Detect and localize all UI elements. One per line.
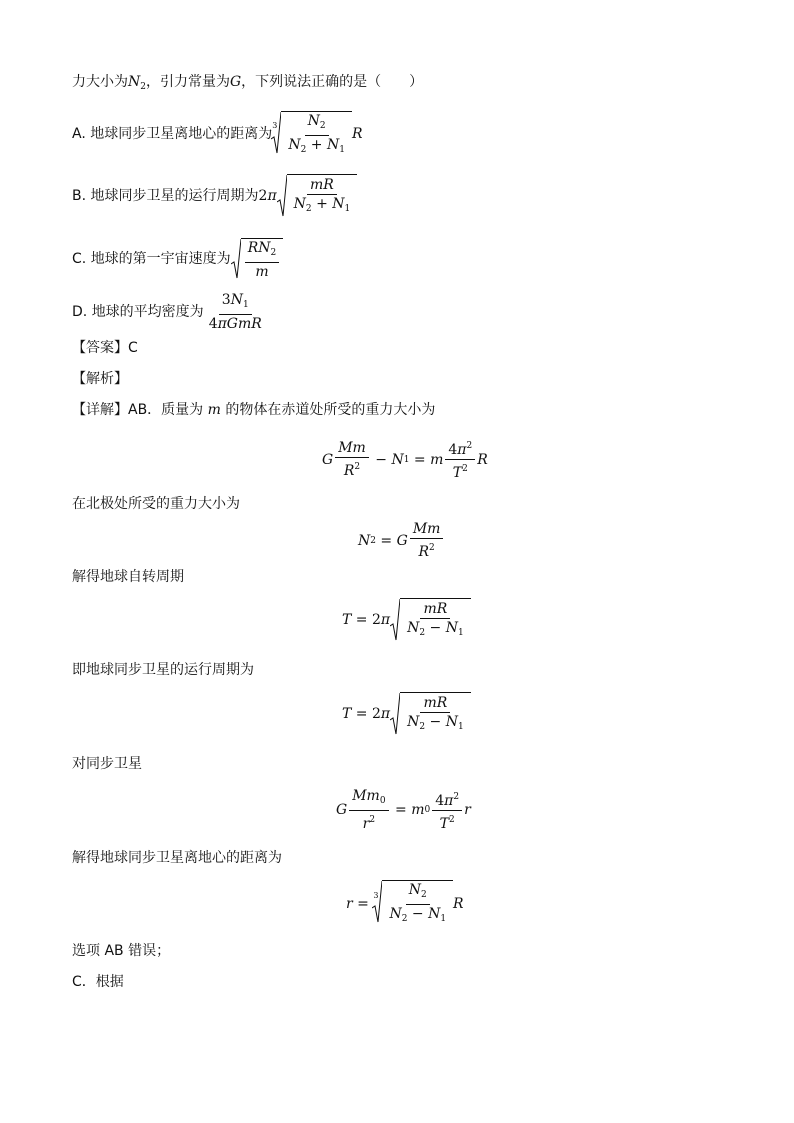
option-d-text: 地球的平均密度为 <box>91 304 204 320</box>
equation-sync-orbit: G $\frac{Mm_0}{r^2}$ = m 0 $\frac{4\pi^2}{T^2}$ r <box>336 788 471 832</box>
equation-pole-gravity: N 2 = G $\frac{Mm}{R^2}$ <box>358 521 445 560</box>
analysis-tag: 【解析】 <box>72 371 128 387</box>
option-a <box>72 110 362 158</box>
para-distance: 解得地球同步卫星离地心的距离为 <box>72 850 282 866</box>
answer-line <box>72 338 138 358</box>
equation-distance: r = 3 $\frac{N_2}{N_2 - N_1}$ R <box>346 880 464 927</box>
detail-line <box>72 400 435 420</box>
stem-prefix: 力大小为 <box>72 74 128 90</box>
stem-G: G <box>229 74 242 90</box>
para-ab-wrong: 选项 AB 错误； <box>72 943 171 959</box>
para-c-basis: C．根据 <box>72 974 124 990</box>
detail-text-2: 的物体在赤道处所受的重力大小为 <box>225 402 436 418</box>
detail-mass-symbol: m <box>207 402 221 418</box>
question-stem <box>72 72 423 97</box>
equation-equator-gravity: G $\frac{Mm}{R^2}$ − N 1 = m $\frac{4\pi^2}{T^2}$ R <box>322 440 488 481</box>
option-c <box>72 236 283 282</box>
option-b-text: 地球同步卫星的运行周期为 <box>90 188 259 204</box>
option-c-formula: $\frac{RN_2}{m}$ <box>231 238 284 280</box>
option-b-label: B. <box>72 188 87 204</box>
option-a-text: 地球同步卫星离地心的距离为 <box>90 126 273 142</box>
answer-tag: 【答案】 <box>72 340 128 356</box>
stem-subscript: 2 <box>140 82 146 92</box>
option-b <box>72 172 357 220</box>
stem-mid: ，引力常量为 <box>145 74 230 90</box>
para-sync-satellite: 对同步卫星 <box>72 756 142 772</box>
equation-sync-period: T = 2 π $\frac{mR}{N_2 - N_1}$ <box>342 692 471 736</box>
option-d-formula: $\frac{3N_1}{\text{4πGmR}}$ <box>208 292 262 332</box>
answer-value: C <box>128 340 138 356</box>
para-sync-period: 即地球同步卫星的运行周期为 <box>72 662 254 678</box>
stem-symbol: N <box>128 74 141 90</box>
detail-text-1: AB．质量为 <box>128 402 204 418</box>
option-c-label: C. <box>72 251 87 267</box>
option-d <box>72 292 267 332</box>
equation-rotation-period: T = 2 π $\frac{mR}{N_2 - N_1}$ <box>342 598 471 642</box>
option-d-label: D. <box>72 304 88 320</box>
option-b-formula: 2 π $\frac{mR}{N_2 + N_1}$ <box>259 174 358 218</box>
detail-tag: 【详解】 <box>72 402 128 418</box>
option-a-formula: 3 $\frac{N_2}{N_2 + N_1}$ R <box>272 111 362 158</box>
option-c-text: 地球的第一宇宙速度为 <box>90 251 231 267</box>
para-rotation-period: 解得地球自转周期 <box>72 569 184 585</box>
stem-suffix: ，下列说法正确的是（ ） <box>241 74 424 90</box>
option-a-label: A. <box>72 126 86 142</box>
para-north-pole: 在北极处所受的重力大小为 <box>72 496 240 512</box>
